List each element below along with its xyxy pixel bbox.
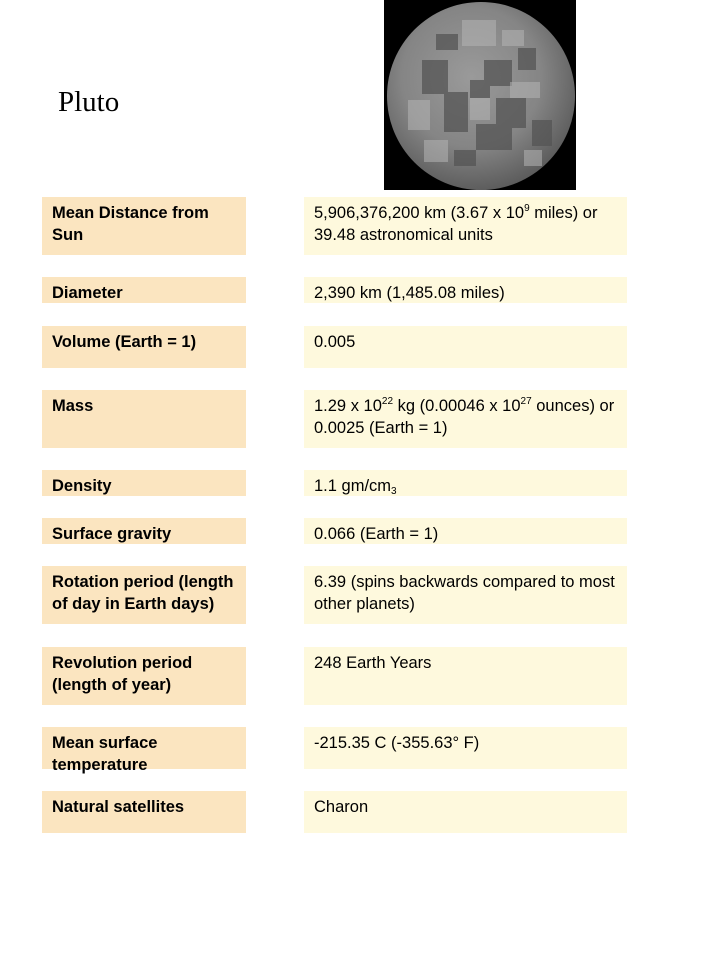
label-cell	[42, 197, 246, 255]
value-cell	[304, 647, 627, 705]
value-cell	[304, 197, 627, 255]
value-text: ounces) or 0.0025 (Earth = 1)	[314, 397, 615, 437]
pluto-image	[384, 0, 576, 190]
label-text: Surface gravity	[52, 525, 172, 543]
value-text: 248 Earth Years	[314, 654, 432, 672]
label-cell	[42, 518, 246, 544]
label-cell	[42, 566, 246, 624]
label-text: Mean surface temperature	[52, 734, 158, 774]
value-cell	[304, 566, 627, 624]
label-text: Mass	[52, 397, 94, 415]
value-text: 1.29 x 10	[314, 397, 382, 415]
label-cell	[42, 727, 246, 774]
value-cell	[304, 326, 627, 368]
value-text: 2,390 km (1,485.08 miles)	[314, 284, 505, 302]
label-cell	[42, 791, 246, 833]
label-text: Revolution period (length of year)	[52, 654, 193, 694]
value-cell	[304, 791, 627, 833]
exponent: 27	[520, 396, 532, 407]
value-cell	[304, 518, 627, 544]
label-text: Mean Distance from Sun	[52, 204, 209, 244]
exponent: 22	[381, 396, 394, 407]
value-text: miles) or 39.48 astronomical units	[314, 204, 598, 244]
exponent: 9	[524, 203, 530, 214]
value-text: 5,906,376,200 km (3.67 x 10	[314, 204, 525, 222]
value-text: Charon	[314, 798, 369, 816]
value-text: 0.066 (Earth = 1)	[314, 525, 439, 543]
value-text: -215.35 C (-355.63° F)	[314, 734, 480, 752]
value-cell	[304, 390, 627, 448]
exponent: 3	[391, 486, 397, 497]
label-cell	[42, 277, 246, 303]
value-text: 1.1 gm/cm	[314, 477, 392, 495]
label-text: Volume (Earth = 1)	[52, 333, 197, 351]
value-text: 6.39 (spins backwards compared to most other planets)	[314, 573, 615, 613]
label-cell	[42, 470, 246, 496]
label-text: Density	[52, 477, 112, 495]
label-text: Natural satellites	[52, 798, 185, 816]
label-cell	[42, 390, 246, 448]
label-text: Rotation period (length of day in Earth days)	[52, 573, 234, 613]
label-cell	[42, 326, 246, 368]
value-cell	[304, 727, 627, 769]
value-text: 0.005	[314, 333, 356, 351]
value-text: kg (0.00046 x 10	[393, 397, 521, 415]
value-cell	[304, 277, 627, 303]
label-cell	[42, 647, 246, 705]
value-cell	[304, 470, 627, 496]
page-title: Pluto	[58, 86, 120, 118]
label-text: Diameter	[52, 284, 123, 302]
